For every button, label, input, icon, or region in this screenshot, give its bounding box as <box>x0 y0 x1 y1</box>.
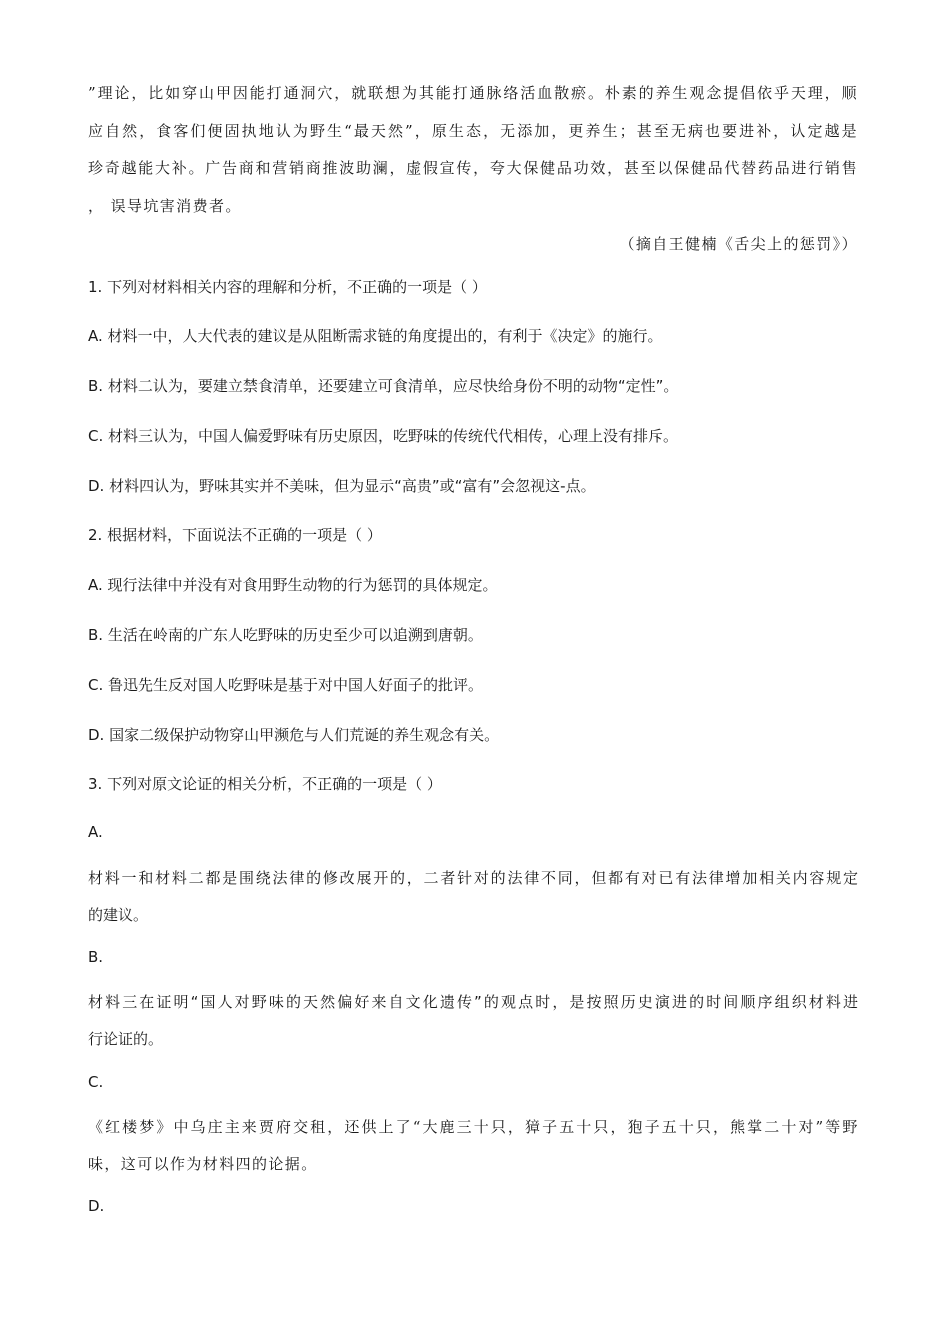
question-1-option-d: D. 材料四认为，野味其实并不美味，但为显示“高贵”或“富有”会忽视这-点。 <box>88 477 596 495</box>
question-2-option-b: B. 生活在岭南的广东人吃野味的历史至少可以追溯到唐朝。 <box>88 626 483 644</box>
question-3-option-c-letter: C. <box>88 1073 104 1091</box>
passage-line: ， 误导坑害消费者。 <box>88 197 242 215</box>
passage-source: （摘自王健楠《舌尖上的惩罚》） <box>619 235 858 253</box>
question-3-option-b-text: 行论证的。 <box>88 1030 164 1048</box>
question-2-option-d: D. 国家二级保护动物穿山甲濒危与人们荒诞的养生观念有关。 <box>88 726 500 744</box>
question-2-option-a: A. 现行法律中并没有对食用野生动物的行为惩罚的具体规定。 <box>88 576 498 594</box>
question-1-option-c: C. 材料三认为，中国人偏爱野味有历史原因，吃野味的传统代代相传，心理上没有排斥。 <box>88 427 679 445</box>
question-3-stem: 3. 下列对原文论证的相关分析，不正确的一项是（ ） <box>88 775 442 793</box>
question-3-option-c-text: 《红楼梦》中乌庄主来贾府交租，还供上了“大鹿三十只，獐子五十只，狍子五十只，熊掌二十对”等野 <box>88 1118 858 1136</box>
passage-line: ”理论，比如穿山甲因能打通洞穴，就联想为其能打通脉络活血散瘀。朴素的养生观念提倡依乎天理，顺 <box>88 84 858 102</box>
question-3-option-a-letter: A. <box>88 823 103 841</box>
question-3-option-b-text: 材料三在证明“国人对野味的天然偏好来自文化遗传”的观点时，是按照历史演进的时间顺序组织材料进 <box>88 993 858 1011</box>
question-1-stem: 1. 下列对材料相关内容的理解和分析，不正确的一项是（ ） <box>88 278 487 296</box>
passage-line: 应自然，食客们便固执地认为野生“最天然”，原生态，无添加，更养生；甚至无病也要进补，认定越是 <box>88 122 858 140</box>
question-2-option-c: C. 鲁迅先生反对国人吃野味是基于对中国人好面子的批评。 <box>88 676 484 694</box>
question-1-option-b: B. 材料二认为，要建立禁食清单，还要建立可食清单，应尽快给身份不明的动物“定性”。 <box>88 377 679 395</box>
question-2-stem: 2. 根据材料，下面说法不正确的一项是（ ） <box>88 526 382 544</box>
question-3-option-a-text: 材料一和材料二都是围绕法律的修改展开的，二者针对的法律不同，但都有对已有法律增加相关内容规定 <box>88 869 858 887</box>
passage-line: 珍奇越能大补。广告商和营销商推波助澜，虚假宣传，夸大保健品功效，甚至以保健品代替药品进行销售 <box>88 159 858 177</box>
question-3-option-c-text: 味，这可以作为材料四的论据。 <box>88 1155 318 1173</box>
question-3-option-b-letter: B. <box>88 948 104 966</box>
question-3-option-d-letter: D. <box>88 1197 105 1215</box>
question-1-option-a: A. 材料一中，人大代表的建议是从阻断需求链的角度提出的，有利于《决定》的施行。 <box>88 327 663 345</box>
question-3-option-a-text: 的建议。 <box>88 906 149 924</box>
